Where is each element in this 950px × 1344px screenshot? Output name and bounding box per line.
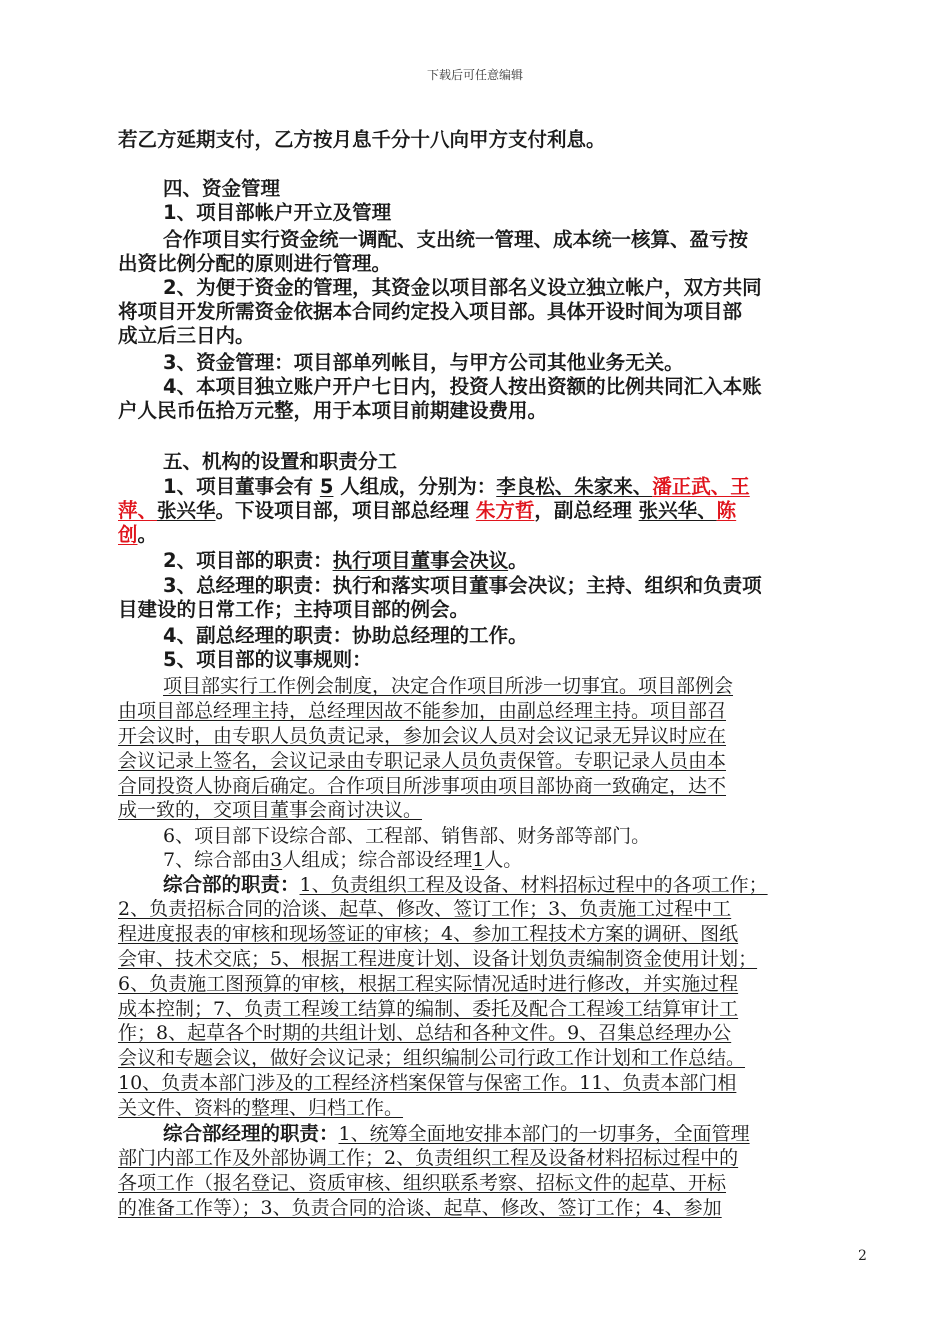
text-line: 6、负责施工图预算的审核，根据工程实际情况适时进行修改，并实施过程 [118, 973, 739, 995]
text-run: 1、项目董事会有 [163, 475, 320, 498]
general-manager-name: 朱方哲 [475, 499, 535, 522]
subsection-heading: 1、项目部帐户开立及管理 [163, 201, 392, 224]
duty-heading: 综合部的职责： [163, 873, 300, 896]
text-line: 成立后三日内。 [118, 324, 255, 347]
text-line: 2、负责招标合同的洽谈、起草、修改、签订工作；3、负责施工过程中工 [118, 898, 732, 920]
text-run: 。 [137, 523, 158, 546]
text-line: 成本控制；7、负责工程竣工结算的编制、委托及配合工程竣工结算审计工 [118, 998, 739, 1020]
text-line: 会议和专题会议，做好会议记录；组织编制公司行政工作计划和工作总结。 [118, 1047, 746, 1069]
text-line: 的准备工作等）；3、负责合同的洽谈、起草、修改、签订工作；4、参加 [118, 1197, 722, 1219]
board-member: 张兴华 [157, 499, 216, 522]
text-line: 户人民币伍拾万元整，用于本项目前期建设费用。 [118, 399, 548, 422]
page-header-note: 下载后可任意编辑 [426, 68, 523, 82]
text-run: 。 [508, 549, 528, 572]
text-line: 3、总经理的职责：执行和落实项目董事会决议；主持、组织和负责项 [163, 574, 762, 597]
text-line: 合作项目实行资金统一调配、支出统一管理、成本统一核算、盈亏按 [163, 228, 749, 251]
text-line: 出资比例分配的原则进行管理。 [118, 252, 392, 275]
duty-text: 执行项目董事会决议 [332, 549, 509, 572]
section-heading: 四、资金管理 [163, 177, 281, 200]
member-count: 5 [319, 475, 334, 498]
text-line: 成一致的，交项目董事会商讨决议。 [118, 799, 423, 821]
text-line: 关文件、资料的整理、归档工作。 [118, 1097, 404, 1119]
text-line [118, 499, 736, 523]
duty-heading: 综合部经理的职责： [163, 1122, 339, 1145]
deputy-manager-name: 张兴华、 [638, 499, 717, 522]
text-run: 7、综合部由 [163, 849, 271, 871]
text-line [163, 848, 522, 872]
text-run: 人组成，分别为： [333, 475, 497, 498]
board-members-highlighted: 潘正武、王 [652, 475, 750, 498]
duty-text: 1、负责组织工程及设备、材料招标过程中的各项工作； [299, 874, 768, 896]
text-line: 项目部实行工作例会制度，决定合作项目所涉一切事宜。项目部例会 [163, 675, 734, 697]
text-line: 4、副总经理的职责：协助总经理的工作。 [163, 624, 528, 647]
text-line: 部门内部工作及外部协调工作；2、负责组织工程及设备材料招标过程中的 [118, 1147, 739, 1169]
text-line [163, 1122, 750, 1146]
text-line: 程进度报表的审核和现场签证的审核；4、参加工程技术方案的调研、图纸 [118, 923, 739, 945]
text-line: 由项目部总经理主持，总经理因故不能参加，由副总经理主持。项目部召 [118, 700, 727, 722]
section-heading: 五、机构的设置和职责分工 [163, 450, 398, 473]
page-number: 2 [858, 1248, 867, 1264]
text-line: 会审、技术交底；5、根据工程进度计划、设备计划负责编制资金使用计划； [118, 948, 758, 970]
deputy-manager-name-highlighted: 陈 [716, 499, 737, 522]
text-run: 人。 [484, 849, 523, 871]
text-run: 人组成；综合部设经理 [282, 849, 473, 871]
text-line: 3、资金管理：项目部单列帐目，与甲方公司其他业务无关。 [163, 351, 684, 374]
staff-count: 3 [270, 849, 283, 871]
text-line: 作；8、起草各个时期的共组计划、总结和各种文件。9、召集总经理办公 [118, 1022, 732, 1044]
text-line: 开会议时，由专职人员负责记录，参加会议人员对会议记录无异议时应在 [118, 725, 727, 747]
text-line: 5、项目部的议事规则： [163, 648, 372, 671]
duty-text: 1、统筹全面地安排本部门的一切事务，全面管理 [338, 1123, 750, 1145]
text-run: 2、项目部的职责： [163, 549, 333, 572]
text-line [163, 549, 528, 573]
text-line: 4、本项目独立账户开户七日内，投资人按出资额的比例共同汇入本账 [163, 375, 762, 398]
text-line: 6、项目部下设综合部、工程部、销售部、财务部等部门。 [163, 825, 651, 847]
board-members-highlighted: 萍、 [118, 499, 158, 522]
text-line: 目建设的日常工作；主持项目部的例会。 [118, 598, 470, 621]
text-run: 。下设项目部，项目部总经理 [215, 499, 476, 522]
text-run: ，副总经理 [534, 499, 639, 522]
text-line: 合同投资人协商后确定。合作项目所涉事项由项目部协商一致确定，达不 [118, 775, 727, 797]
text-line [163, 873, 768, 897]
text-line: 会议记录上签名，会议记录由专职记录人员负责保管。专职记录人员由本 [118, 750, 727, 772]
deputy-manager-name-highlighted: 创 [118, 523, 138, 546]
manager-count: 1 [472, 849, 485, 871]
text-line: 若乙方延期支付，乙方按月息千分十八向甲方支付利息。 [118, 128, 606, 151]
text-line: 2、为便于资金的管理，其资金以项目部名义设立独立帐户，双方共同 [163, 276, 762, 299]
text-line [118, 523, 157, 547]
text-line: 各项工作（报名登记、资质审核、组织联系考察、招标文件的起草、开标 [118, 1172, 727, 1194]
board-members: 李良松、朱家来、 [496, 475, 653, 498]
text-line: 将项目开发所需资金依据本合同约定投入项目部。具体开设时间为项目部 [118, 300, 743, 323]
text-line [163, 475, 750, 499]
text-line: 10、负责本部门涉及的工程经济档案保管与保密工作。11、负责本部门相 [118, 1072, 737, 1094]
